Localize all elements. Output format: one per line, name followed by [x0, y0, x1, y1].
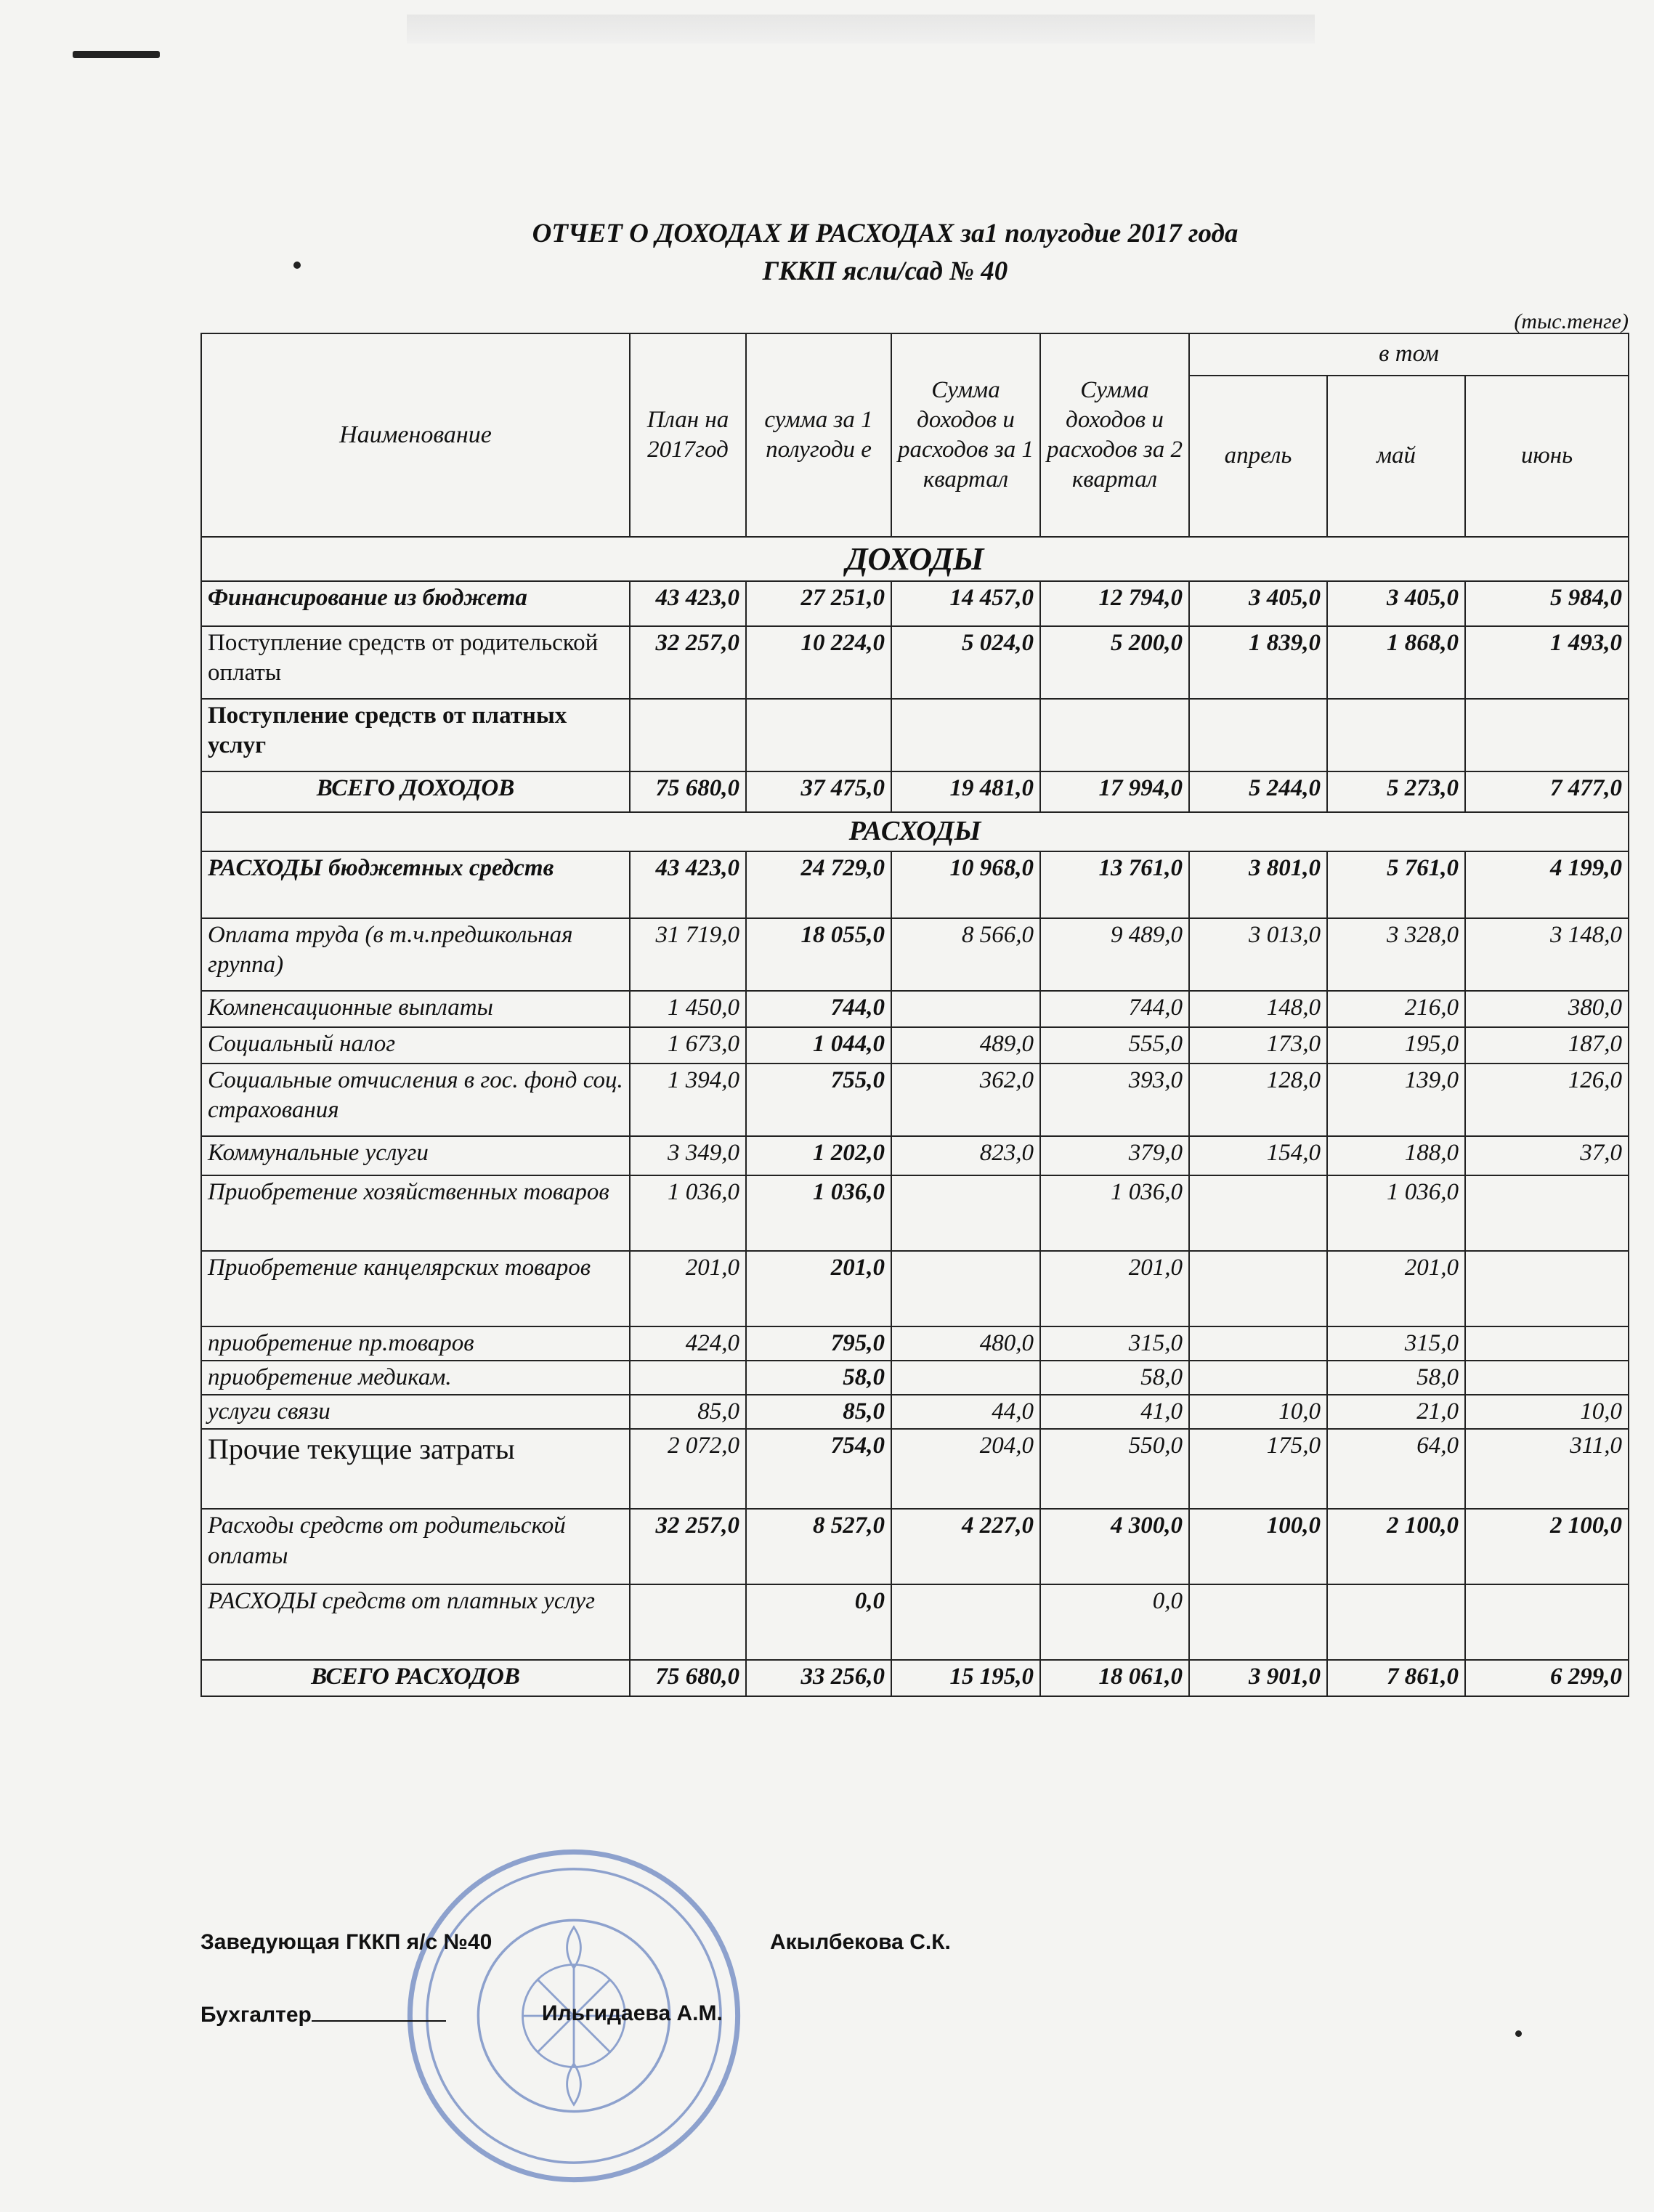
cell-apr: 128,0: [1189, 1064, 1327, 1136]
cell-may: 201,0: [1327, 1251, 1465, 1326]
row-name: Прочие текущие затраты: [201, 1429, 630, 1509]
cell-apr: 173,0: [1189, 1027, 1327, 1064]
cell-half: 795,0: [746, 1326, 891, 1361]
table-row: [201, 1251, 1629, 1326]
cell-half: 58,0: [746, 1361, 891, 1395]
table-row: [201, 1361, 1629, 1395]
cell-may: 3 405,0: [1327, 581, 1465, 626]
cell-jun: 7 477,0: [1465, 771, 1629, 812]
header-half-year: сумма за 1 полугоди е: [746, 333, 891, 537]
cell-plan: 1 673,0: [630, 1027, 746, 1064]
row-name: Приобретение хозяйственных товаров: [201, 1175, 630, 1251]
row-name: приобретение медикам.: [201, 1361, 630, 1395]
cell-apr: 3 901,0: [1189, 1660, 1327, 1696]
cell-jun: 187,0: [1465, 1027, 1629, 1064]
expense-total-row: [201, 1660, 1629, 1696]
row-name: Коммунальные услуги: [201, 1136, 630, 1175]
cell-apr: 10,0: [1189, 1395, 1327, 1429]
cell-may: 2 100,0: [1327, 1509, 1465, 1584]
cell-plan: 2 072,0: [630, 1429, 746, 1509]
cell-plan: 75 680,0: [630, 1660, 746, 1696]
cell-may: 139,0: [1327, 1064, 1465, 1136]
cell-half: 33 256,0: [746, 1660, 891, 1696]
cell-apr: 3 801,0: [1189, 851, 1327, 918]
cell-jun: [1465, 1175, 1629, 1251]
row-name: Компенсационные выплаты: [201, 991, 630, 1027]
cell-apr: 154,0: [1189, 1136, 1327, 1175]
header-plan: План на 2017год: [630, 333, 746, 537]
cell-jun: [1465, 1361, 1629, 1395]
cell-q2: 18 061,0: [1040, 1660, 1189, 1696]
table-row: [201, 1326, 1629, 1361]
cell-half: 201,0: [746, 1251, 891, 1326]
cell-plan: [630, 1584, 746, 1660]
cell-apr: 100,0: [1189, 1509, 1327, 1584]
cell-jun: 311,0: [1465, 1429, 1629, 1509]
cell-apr: [1189, 1584, 1327, 1660]
cell-jun: 380,0: [1465, 991, 1629, 1027]
report-title: ОТЧЕТ О ДОХОДАХ И РАСХОДАХ за1 полугодие 2017 года: [532, 219, 1239, 248]
row-name: Приобретение канцелярских товаров: [201, 1251, 630, 1326]
cell-q1: [891, 1584, 1040, 1660]
cell-jun: [1465, 1326, 1629, 1361]
cell-q1: 480,0: [891, 1326, 1040, 1361]
row-name: Социальный налог: [201, 1027, 630, 1064]
accountant-name: Ильгидаева А.М.: [542, 2001, 723, 2025]
row-name: Расходы средств от родительской оплаты: [201, 1509, 630, 1584]
cell-plan: 1 394,0: [630, 1064, 746, 1136]
income-total-row: [201, 771, 1629, 812]
table-row: [201, 1136, 1629, 1175]
cell-may: 21,0: [1327, 1395, 1465, 1429]
cell-plan: 1 036,0: [630, 1175, 746, 1251]
cell-q2: 5 200,0: [1040, 626, 1189, 699]
cell-half: 0,0: [746, 1584, 891, 1660]
table-row: [201, 1509, 1629, 1584]
cell-half: 37 475,0: [746, 771, 891, 812]
cell-q1: 8 566,0: [891, 918, 1040, 991]
header-group: в том: [1189, 333, 1629, 376]
cell-plan: 75 680,0: [630, 771, 746, 812]
head-signature-name: Акылбекова С.К.: [770, 1930, 951, 1954]
cell-half: 754,0: [746, 1429, 891, 1509]
cell-apr: 3 405,0: [1189, 581, 1327, 626]
cell-q2: 4 300,0: [1040, 1509, 1189, 1584]
row-name: Социальные отчисления в гос. фонд соц. страхования: [201, 1064, 630, 1136]
cell-jun: 126,0: [1465, 1064, 1629, 1136]
table-row: [201, 851, 1629, 918]
cell-half: 10 224,0: [746, 626, 891, 699]
section-income: ДОХОДЫ: [201, 537, 1629, 581]
cell-q1: 19 481,0: [891, 771, 1040, 812]
cell-q1: 10 968,0: [891, 851, 1040, 918]
cell-q1: 14 457,0: [891, 581, 1040, 626]
cell-may: 5 761,0: [1327, 851, 1465, 918]
cell-plan: 201,0: [630, 1251, 746, 1326]
cell-may: 58,0: [1327, 1361, 1465, 1395]
cell-q2: 555,0: [1040, 1027, 1189, 1064]
cell-may: 7 861,0: [1327, 1660, 1465, 1696]
cell-half: 27 251,0: [746, 581, 891, 626]
cell-q1: 44,0: [891, 1395, 1040, 1429]
cell-q2: 1 036,0: [1040, 1175, 1189, 1251]
cell-may: 5 273,0: [1327, 771, 1465, 812]
cell-jun: 4 199,0: [1465, 851, 1629, 918]
cell-apr: 3 013,0: [1189, 918, 1327, 991]
cell-q2: 0,0: [1040, 1584, 1189, 1660]
cell-plan: 1 450,0: [630, 991, 746, 1027]
cell-q1: [891, 1361, 1040, 1395]
cell-half: 744,0: [746, 991, 891, 1027]
cell-q1: [891, 1251, 1040, 1326]
cell-may: [1327, 1584, 1465, 1660]
cell-q2: 41,0: [1040, 1395, 1189, 1429]
cell-q1: 362,0: [891, 1064, 1040, 1136]
cell-apr: 175,0: [1189, 1429, 1327, 1509]
cell-plan: 424,0: [630, 1326, 746, 1361]
cell-jun: 5 984,0: [1465, 581, 1629, 626]
scan-smudge: [407, 15, 1315, 44]
cell-half: 18 055,0: [746, 918, 891, 991]
cell-q2: 550,0: [1040, 1429, 1189, 1509]
cell-half: 1 202,0: [746, 1136, 891, 1175]
cell-half: [746, 699, 891, 771]
cell-plan: 32 257,0: [630, 626, 746, 699]
table-row: [201, 699, 1629, 771]
cell-half: 1 044,0: [746, 1027, 891, 1064]
cell-jun: [1465, 1251, 1629, 1326]
cell-half: 85,0: [746, 1395, 891, 1429]
cell-q2: 13 761,0: [1040, 851, 1189, 918]
header-q1: Сумма доходов и расходов за 1 квартал: [891, 333, 1040, 537]
row-name: ВСЕГО РАСХОДОВ: [201, 1660, 630, 1696]
table-row: [201, 991, 1629, 1027]
cell-half: 755,0: [746, 1064, 891, 1136]
scan-speck: [293, 262, 301, 269]
table-row: [201, 1027, 1629, 1064]
cell-jun: [1465, 699, 1629, 771]
table-row: [201, 581, 1629, 626]
table-row: [201, 1395, 1629, 1429]
cell-q2: [1040, 699, 1189, 771]
cell-plan: 43 423,0: [630, 851, 746, 918]
cell-jun: [1465, 1584, 1629, 1660]
signature-line: [312, 2001, 446, 2022]
cell-may: 3 328,0: [1327, 918, 1465, 991]
cell-may: 188,0: [1327, 1136, 1465, 1175]
accountant-signature: [200, 2001, 446, 2027]
cell-plan: 85,0: [630, 1395, 746, 1429]
scan-speck: [1515, 2030, 1522, 2037]
cell-q2: 17 994,0: [1040, 771, 1189, 812]
cell-q1: [891, 991, 1040, 1027]
cell-half: 1 036,0: [746, 1175, 891, 1251]
row-name: РАСХОДЫ средств от платных услуг: [201, 1584, 630, 1660]
cell-q2: 379,0: [1040, 1136, 1189, 1175]
cell-may: 1 868,0: [1327, 626, 1465, 699]
scan-mark: [73, 51, 160, 58]
cell-half: 24 729,0: [746, 851, 891, 918]
cell-jun: 10,0: [1465, 1395, 1629, 1429]
table-row: [201, 626, 1629, 699]
cell-plan: 31 719,0: [630, 918, 746, 991]
cell-q1: 489,0: [891, 1027, 1040, 1064]
cell-q2: 201,0: [1040, 1251, 1189, 1326]
header-april: апрель: [1189, 376, 1327, 537]
head-signature-label: Заведующая ГККП я/с №40: [200, 1930, 492, 1954]
cell-q2: 12 794,0: [1040, 581, 1189, 626]
cell-plan: [630, 699, 746, 771]
units-label: (тыс.тенге): [1514, 309, 1629, 333]
table-row: [201, 1429, 1629, 1509]
cell-q1: 5 024,0: [891, 626, 1040, 699]
cell-may: 195,0: [1327, 1027, 1465, 1064]
cell-apr: [1189, 1326, 1327, 1361]
cell-apr: 1 839,0: [1189, 626, 1327, 699]
cell-q1: 15 195,0: [891, 1660, 1040, 1696]
row-name: услуги связи: [201, 1395, 630, 1429]
header-name: Наименование: [201, 333, 630, 537]
row-name: ВСЕГО ДОХОДОВ: [201, 771, 630, 812]
row-name: Финансирование из бюджета: [201, 581, 630, 626]
cell-jun: 3 148,0: [1465, 918, 1629, 991]
row-name: приобретение пр.товаров: [201, 1326, 630, 1361]
cell-jun: 6 299,0: [1465, 1660, 1629, 1696]
cell-apr: [1189, 1361, 1327, 1395]
cell-q1: 204,0: [891, 1429, 1040, 1509]
cell-may: 64,0: [1327, 1429, 1465, 1509]
cell-plan: 32 257,0: [630, 1509, 746, 1584]
cell-may: [1327, 699, 1465, 771]
cell-q2: 393,0: [1040, 1064, 1189, 1136]
table-row: [201, 1064, 1629, 1136]
cell-apr: [1189, 699, 1327, 771]
cell-plan: 3 349,0: [630, 1136, 746, 1175]
report-subtitle: ГККП ясли/сад № 40: [762, 256, 1008, 286]
table-row: [201, 1175, 1629, 1251]
section-expenses: РАСХОДЫ: [201, 812, 1629, 851]
cell-jun: 1 493,0: [1465, 626, 1629, 699]
report-table: [200, 333, 1629, 1697]
header-may: май: [1327, 376, 1465, 537]
cell-plan: 43 423,0: [630, 581, 746, 626]
accountant-label: Бухгалтер: [200, 2003, 312, 2027]
row-name: Поступление средств от платных услуг: [201, 699, 630, 771]
cell-q2: 58,0: [1040, 1361, 1189, 1395]
header-q2: Сумма доходов и расходов за 2 квартал: [1040, 333, 1189, 537]
cell-q2: 9 489,0: [1040, 918, 1189, 991]
cell-apr: [1189, 1251, 1327, 1326]
cell-half: 8 527,0: [746, 1509, 891, 1584]
cell-may: 216,0: [1327, 991, 1465, 1027]
cell-q1: [891, 1175, 1040, 1251]
cell-may: 1 036,0: [1327, 1175, 1465, 1251]
cell-may: 315,0: [1327, 1326, 1465, 1361]
cell-q2: 315,0: [1040, 1326, 1189, 1361]
cell-jun: 37,0: [1465, 1136, 1629, 1175]
cell-q2: 744,0: [1040, 991, 1189, 1027]
cell-apr: 5 244,0: [1189, 771, 1327, 812]
row-name: РАСХОДЫ бюджетных средств: [201, 851, 630, 918]
table-row: [201, 1584, 1629, 1660]
cell-q1: 823,0: [891, 1136, 1040, 1175]
cell-apr: [1189, 1175, 1327, 1251]
header-june: июнь: [1465, 376, 1629, 537]
cell-plan: [630, 1361, 746, 1395]
row-name: Оплата труда (в т.ч.предшкольная группа): [201, 918, 630, 991]
cell-q1: 4 227,0: [891, 1509, 1040, 1584]
row-name: Поступление средств от родительской оплаты: [201, 626, 630, 699]
cell-jun: 2 100,0: [1465, 1509, 1629, 1584]
table-row: [201, 918, 1629, 991]
cell-q1: [891, 699, 1040, 771]
cell-apr: 148,0: [1189, 991, 1327, 1027]
